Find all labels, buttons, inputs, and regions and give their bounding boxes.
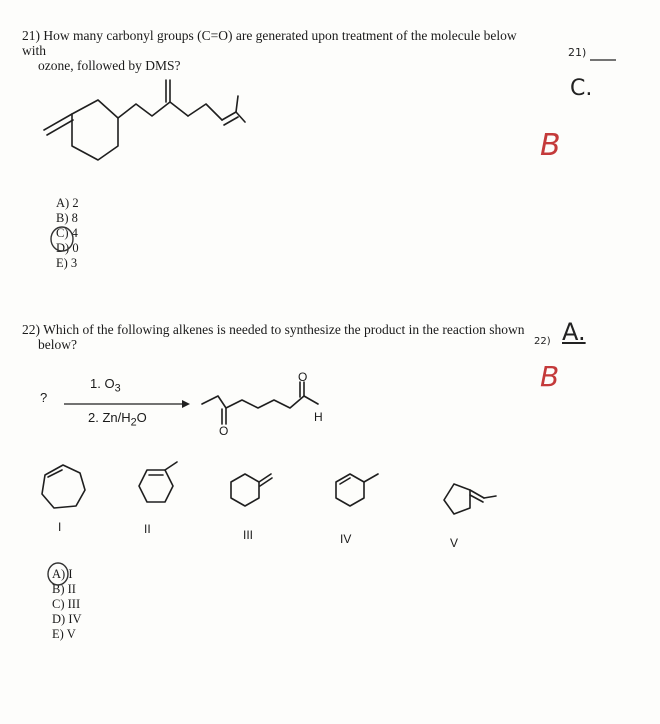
q21-option-b[interactable]: B) 8: [56, 211, 78, 225]
q22-aldehyde-o: O: [298, 370, 308, 384]
margin-q21-mark: B: [540, 128, 561, 163]
q22-step1-text: 1. O: [90, 376, 115, 391]
q21-number: 21): [22, 28, 40, 43]
q21-option-c[interactable]: C) 4: [56, 226, 78, 240]
q21-line2: ozone, followed by DMS?: [38, 58, 181, 73]
q22-ketone-o: O: [219, 424, 229, 438]
q22-question-mark: ?: [40, 390, 48, 405]
margin-q22-answer: A.: [562, 318, 586, 346]
alkene-ii-structure: [125, 462, 185, 512]
q22-option-a[interactable]: A) I: [52, 567, 73, 581]
q22-option-d[interactable]: D) IV: [52, 612, 82, 626]
q22-step2-text: 2. Zn/H: [88, 410, 131, 425]
label-i: I: [58, 520, 62, 534]
label-v: V: [450, 536, 459, 550]
q22-number: 22): [22, 322, 40, 337]
alkene-iv-structure: [330, 470, 400, 520]
q22-option-c[interactable]: C) III: [52, 597, 81, 611]
q22-line2: below?: [38, 337, 77, 352]
q22-text: [22, 322, 542, 352]
q21-text: [22, 28, 542, 73]
q21-molecule: [40, 90, 240, 170]
margin-q21-line: [590, 58, 620, 62]
alkene-i-structure: [38, 462, 88, 512]
margin-q21-tag: 21): [568, 46, 587, 59]
q22-line1: Which of the following alkenes is needed to synthesize the product in the reaction shown: [43, 322, 525, 337]
q22-option-e[interactable]: E) V: [52, 627, 76, 641]
q21-option-e[interactable]: E) 3: [56, 256, 78, 270]
reaction-arrow: [62, 398, 192, 410]
margin-q22-mark: B: [540, 360, 560, 393]
q22-step2: [88, 410, 147, 429]
q22-step2-sub: 2: [130, 416, 137, 429]
q21-line1: How many carbonyl groups (C=O) are generated upon treatment of the molecule below with: [22, 28, 517, 58]
label-iv: IV: [340, 532, 352, 546]
q21-circle-mark: [48, 224, 78, 254]
q22-option-b[interactable]: B) II: [52, 582, 76, 596]
alkene-v-structure: [440, 480, 510, 530]
q22-step2-end: O: [136, 410, 147, 425]
q22-circle-mark: [44, 560, 74, 590]
label-iii: III: [243, 528, 254, 542]
alkene-iii-structure: [225, 470, 295, 520]
margin-q22-tag: 22): [534, 336, 551, 347]
q21-option-d[interactable]: D) 0: [56, 241, 79, 255]
q22-step1: [90, 376, 121, 395]
q22-aldehyde-h: H: [314, 410, 323, 424]
margin-q21-answer: C.: [570, 76, 593, 101]
q22-step1-sub: 3: [114, 382, 121, 395]
label-ii: II: [144, 522, 151, 536]
q21-option-a[interactable]: A) 2: [56, 196, 79, 210]
